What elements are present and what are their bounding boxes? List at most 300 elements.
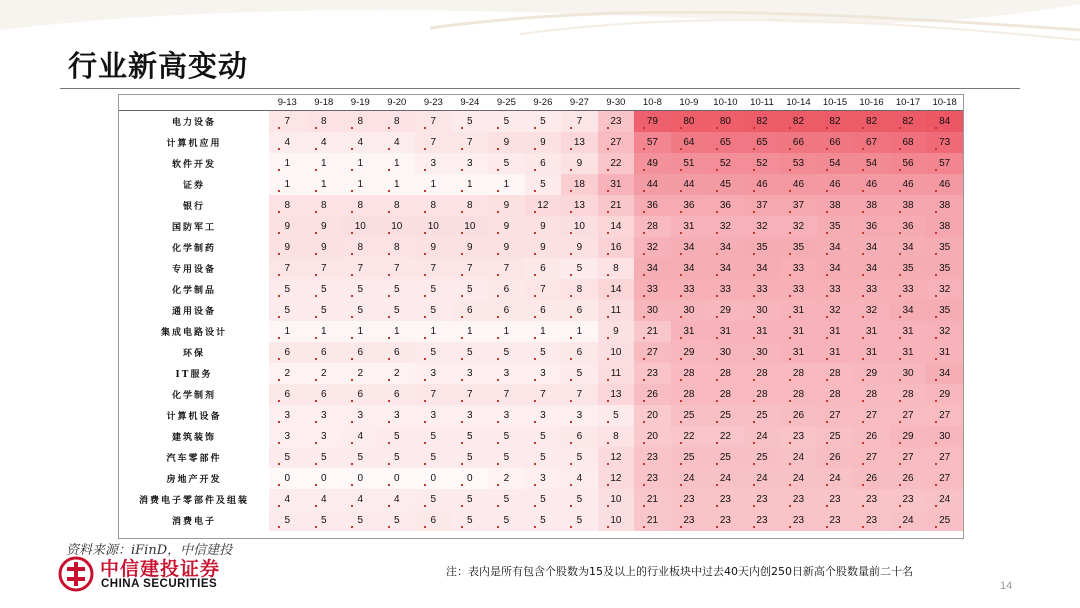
value-cell: 7 xyxy=(452,258,489,279)
value-cell: 3 xyxy=(269,426,306,447)
value-cell: 23 xyxy=(890,489,927,510)
value-cell: 5 xyxy=(452,111,489,133)
value-cell: 3 xyxy=(306,426,343,447)
table-row xyxy=(119,258,963,279)
value-cell: 24 xyxy=(744,468,781,489)
value-cell: 5 xyxy=(379,510,416,531)
value-cell: 5 xyxy=(342,279,379,300)
value-cell: 33 xyxy=(780,279,817,300)
value-cell: 2 xyxy=(342,363,379,384)
value-cell: 57 xyxy=(926,153,963,174)
value-cell: 35 xyxy=(780,237,817,258)
value-cell: 34 xyxy=(817,237,854,258)
value-cell: 7 xyxy=(452,132,489,153)
value-cell: 33 xyxy=(853,279,890,300)
value-cell: 5 xyxy=(525,426,562,447)
value-cell: 25 xyxy=(744,447,781,468)
value-cell: 23 xyxy=(780,510,817,531)
value-cell: 5 xyxy=(452,426,489,447)
value-cell: 5 xyxy=(306,447,343,468)
date-column-header: 9-18 xyxy=(306,95,343,111)
industry-name: 化学制药 xyxy=(119,237,269,258)
table-row xyxy=(119,237,963,258)
value-cell: 68 xyxy=(890,132,927,153)
value-cell: 20 xyxy=(634,405,671,426)
value-cell: 6 xyxy=(525,300,562,321)
value-cell: 5 xyxy=(269,447,306,468)
value-cell: 26 xyxy=(853,468,890,489)
value-cell: 1 xyxy=(415,321,452,342)
value-cell: 80 xyxy=(671,111,708,133)
value-cell: 23 xyxy=(707,510,744,531)
value-cell: 32 xyxy=(853,300,890,321)
value-cell: 8 xyxy=(598,258,635,279)
value-cell: 28 xyxy=(671,384,708,405)
value-cell: 22 xyxy=(671,426,708,447)
table-row xyxy=(119,510,963,531)
value-cell: 31 xyxy=(707,321,744,342)
value-cell: 6 xyxy=(488,279,525,300)
value-cell: 3 xyxy=(415,153,452,174)
value-cell: 33 xyxy=(707,279,744,300)
value-cell: 23 xyxy=(780,426,817,447)
date-column-header: 10-18 xyxy=(926,95,963,111)
value-cell: 6 xyxy=(561,300,598,321)
value-cell: 31 xyxy=(780,300,817,321)
value-cell: 8 xyxy=(452,195,489,216)
value-cell: 4 xyxy=(306,489,343,510)
industry-name: 通用设备 xyxy=(119,300,269,321)
value-cell: 21 xyxy=(634,510,671,531)
value-cell: 82 xyxy=(780,111,817,133)
value-cell: 31 xyxy=(853,321,890,342)
value-cell: 32 xyxy=(707,216,744,237)
value-cell: 38 xyxy=(817,195,854,216)
value-cell: 7 xyxy=(415,111,452,133)
value-cell: 9 xyxy=(488,216,525,237)
value-cell: 7 xyxy=(415,258,452,279)
value-cell: 7 xyxy=(269,111,306,133)
page-number: 14 xyxy=(1000,580,1013,592)
value-cell: 5 xyxy=(306,300,343,321)
value-cell: 7 xyxy=(379,258,416,279)
value-cell: 46 xyxy=(780,174,817,195)
value-cell: 2 xyxy=(269,363,306,384)
value-cell: 23 xyxy=(817,510,854,531)
value-cell: 35 xyxy=(890,258,927,279)
value-cell: 28 xyxy=(780,363,817,384)
value-cell: 0 xyxy=(415,468,452,489)
value-cell: 82 xyxy=(890,111,927,133)
value-cell: 8 xyxy=(306,111,343,133)
value-cell: 1 xyxy=(525,321,562,342)
value-cell: 9 xyxy=(306,237,343,258)
value-cell: 4 xyxy=(306,132,343,153)
value-cell: 23 xyxy=(853,489,890,510)
industry-name: 计算机应用 xyxy=(119,132,269,153)
value-cell: 4 xyxy=(269,132,306,153)
value-cell: 34 xyxy=(890,237,927,258)
value-cell: 6 xyxy=(306,342,343,363)
value-cell: 27 xyxy=(853,447,890,468)
value-cell: 5 xyxy=(379,447,416,468)
value-cell: 21 xyxy=(634,321,671,342)
value-cell: 28 xyxy=(744,363,781,384)
value-cell: 1 xyxy=(306,153,343,174)
page-title: 行业新高变动 xyxy=(68,49,249,83)
value-cell: 33 xyxy=(634,279,671,300)
industry-column-header xyxy=(119,95,269,111)
value-cell: 5 xyxy=(269,279,306,300)
value-cell: 1 xyxy=(342,321,379,342)
value-cell: 34 xyxy=(817,258,854,279)
date-column-header: 10-14 xyxy=(780,95,817,111)
value-cell: 28 xyxy=(671,363,708,384)
value-cell: 33 xyxy=(744,279,781,300)
value-cell: 5 xyxy=(561,258,598,279)
industry-name: IT服务 xyxy=(119,363,269,384)
value-cell: 5 xyxy=(415,300,452,321)
value-cell: 13 xyxy=(598,384,635,405)
value-cell: 5 xyxy=(525,510,562,531)
value-cell: 9 xyxy=(561,153,598,174)
date-column-header: 9-19 xyxy=(342,95,379,111)
value-cell: 8 xyxy=(598,426,635,447)
value-cell: 65 xyxy=(707,132,744,153)
industry-name: 证券 xyxy=(119,174,269,195)
date-column-header: 10-9 xyxy=(671,95,708,111)
value-cell: 31 xyxy=(744,321,781,342)
value-cell: 9 xyxy=(488,237,525,258)
value-cell: 10 xyxy=(598,489,635,510)
value-cell: 4 xyxy=(342,489,379,510)
value-cell: 27 xyxy=(890,447,927,468)
value-cell: 7 xyxy=(269,258,306,279)
value-cell: 24 xyxy=(926,489,963,510)
value-cell: 3 xyxy=(379,405,416,426)
value-cell: 4 xyxy=(342,426,379,447)
value-cell: 28 xyxy=(890,384,927,405)
value-cell: 13 xyxy=(561,195,598,216)
value-cell: 5 xyxy=(415,342,452,363)
value-cell: 36 xyxy=(853,216,890,237)
industry-name: 消费电子 xyxy=(119,510,269,531)
value-cell: 35 xyxy=(926,258,963,279)
value-cell: 8 xyxy=(379,111,416,133)
value-cell: 31 xyxy=(817,321,854,342)
value-cell: 27 xyxy=(853,405,890,426)
value-cell: 1 xyxy=(415,174,452,195)
value-cell: 7 xyxy=(561,384,598,405)
value-cell: 28 xyxy=(634,216,671,237)
date-column-header: 9-27 xyxy=(561,95,598,111)
value-cell: 23 xyxy=(634,468,671,489)
value-cell: 26 xyxy=(817,447,854,468)
value-cell: 3 xyxy=(525,363,562,384)
value-cell: 5 xyxy=(452,489,489,510)
value-cell: 6 xyxy=(269,384,306,405)
value-cell: 25 xyxy=(817,426,854,447)
industry-name: 汽车零部件 xyxy=(119,447,269,468)
value-cell: 32 xyxy=(634,237,671,258)
value-cell: 10 xyxy=(415,216,452,237)
value-cell: 53 xyxy=(780,153,817,174)
value-cell: 25 xyxy=(744,405,781,426)
value-cell: 26 xyxy=(853,426,890,447)
value-cell: 1 xyxy=(452,174,489,195)
value-cell: 30 xyxy=(926,426,963,447)
value-cell: 5 xyxy=(306,510,343,531)
value-cell: 46 xyxy=(853,174,890,195)
table-row xyxy=(119,342,963,363)
value-cell: 23 xyxy=(671,510,708,531)
value-cell: 35 xyxy=(926,300,963,321)
value-cell: 32 xyxy=(744,216,781,237)
value-cell: 25 xyxy=(671,447,708,468)
value-cell: 8 xyxy=(306,195,343,216)
industry-name: 计算机设备 xyxy=(119,405,269,426)
value-cell: 28 xyxy=(853,384,890,405)
value-cell: 28 xyxy=(707,363,744,384)
value-cell: 14 xyxy=(598,279,635,300)
value-cell: 3 xyxy=(488,363,525,384)
value-cell: 82 xyxy=(744,111,781,133)
value-cell: 5 xyxy=(561,489,598,510)
value-cell: 0 xyxy=(379,468,416,489)
date-column-header: 10-17 xyxy=(890,95,927,111)
value-cell: 52 xyxy=(744,153,781,174)
value-cell: 13 xyxy=(561,132,598,153)
value-cell: 36 xyxy=(671,195,708,216)
value-cell: 9 xyxy=(488,132,525,153)
table-row xyxy=(119,111,963,133)
value-cell: 6 xyxy=(342,384,379,405)
table-body xyxy=(119,111,963,532)
value-cell: 64 xyxy=(671,132,708,153)
value-cell: 5 xyxy=(379,300,416,321)
industry-name: 电力设备 xyxy=(119,111,269,133)
date-column-header: 10-16 xyxy=(853,95,890,111)
value-cell: 0 xyxy=(269,468,306,489)
value-cell: 5 xyxy=(561,447,598,468)
value-cell: 30 xyxy=(671,300,708,321)
value-cell: 0 xyxy=(306,468,343,489)
value-cell: 9 xyxy=(525,237,562,258)
value-cell: 82 xyxy=(853,111,890,133)
value-cell: 1 xyxy=(306,174,343,195)
value-cell: 8 xyxy=(379,195,416,216)
table-row xyxy=(119,174,963,195)
value-cell: 24 xyxy=(744,426,781,447)
table-row xyxy=(119,447,963,468)
value-cell: 1 xyxy=(269,153,306,174)
value-cell: 46 xyxy=(926,174,963,195)
value-cell: 5 xyxy=(342,447,379,468)
value-cell: 11 xyxy=(598,363,635,384)
value-cell: 26 xyxy=(634,384,671,405)
table-row xyxy=(119,468,963,489)
value-cell: 36 xyxy=(707,195,744,216)
value-cell: 27 xyxy=(598,132,635,153)
value-cell: 9 xyxy=(525,216,562,237)
value-cell: 27 xyxy=(926,405,963,426)
value-cell: 23 xyxy=(780,489,817,510)
value-cell: 9 xyxy=(269,216,306,237)
value-cell: 4 xyxy=(269,489,306,510)
table-footnote: 注：表内是所有包含个股数为15及以上的行业板块中过去40天内创250日新高个股数量前二十名 xyxy=(446,565,913,578)
value-cell: 49 xyxy=(634,153,671,174)
value-cell: 6 xyxy=(379,342,416,363)
value-cell: 23 xyxy=(744,510,781,531)
value-cell: 23 xyxy=(707,489,744,510)
value-cell: 34 xyxy=(634,258,671,279)
value-cell: 1 xyxy=(269,321,306,342)
value-cell: 3 xyxy=(452,405,489,426)
value-cell: 21 xyxy=(634,489,671,510)
value-cell: 23 xyxy=(634,363,671,384)
value-cell: 6 xyxy=(379,384,416,405)
table-row xyxy=(119,300,963,321)
value-cell: 24 xyxy=(671,468,708,489)
source-note: 资料来源：iFinD，中信建投 xyxy=(66,543,233,558)
value-cell: 5 xyxy=(452,447,489,468)
value-cell: 32 xyxy=(817,300,854,321)
value-cell: 3 xyxy=(452,153,489,174)
value-cell: 12 xyxy=(525,195,562,216)
value-cell: 34 xyxy=(926,363,963,384)
value-cell: 0 xyxy=(452,468,489,489)
value-cell: 8 xyxy=(342,111,379,133)
value-cell: 12 xyxy=(598,468,635,489)
industry-name: 环保 xyxy=(119,342,269,363)
table-row xyxy=(119,426,963,447)
value-cell: 27 xyxy=(817,405,854,426)
table-row xyxy=(119,405,963,426)
value-cell: 44 xyxy=(634,174,671,195)
value-cell: 5 xyxy=(561,363,598,384)
value-cell: 5 xyxy=(379,426,416,447)
value-cell: 5 xyxy=(488,342,525,363)
value-cell: 6 xyxy=(525,153,562,174)
value-cell: 3 xyxy=(488,405,525,426)
value-cell: 5 xyxy=(269,300,306,321)
value-cell: 23 xyxy=(598,111,635,133)
value-cell: 7 xyxy=(306,258,343,279)
value-cell: 1 xyxy=(452,321,489,342)
value-cell: 5 xyxy=(488,426,525,447)
value-cell: 2 xyxy=(379,363,416,384)
value-cell: 3 xyxy=(415,363,452,384)
value-cell: 25 xyxy=(926,510,963,531)
value-cell: 23 xyxy=(671,489,708,510)
title-divider xyxy=(60,88,1020,89)
table-row xyxy=(119,279,963,300)
value-cell: 32 xyxy=(780,216,817,237)
value-cell: 24 xyxy=(817,468,854,489)
table-row xyxy=(119,363,963,384)
value-cell: 28 xyxy=(780,384,817,405)
value-cell: 73 xyxy=(926,132,963,153)
value-cell: 5 xyxy=(415,279,452,300)
value-cell: 31 xyxy=(890,342,927,363)
value-cell: 1 xyxy=(561,321,598,342)
value-cell: 37 xyxy=(744,195,781,216)
date-column-header: 10-11 xyxy=(744,95,781,111)
value-cell: 1 xyxy=(379,153,416,174)
value-cell: 31 xyxy=(671,216,708,237)
value-cell: 23 xyxy=(744,489,781,510)
value-cell: 8 xyxy=(379,237,416,258)
value-cell: 1 xyxy=(379,321,416,342)
value-cell: 34 xyxy=(671,237,708,258)
value-cell: 6 xyxy=(561,342,598,363)
value-cell: 10 xyxy=(342,216,379,237)
value-cell: 1 xyxy=(342,174,379,195)
value-cell: 34 xyxy=(853,258,890,279)
value-cell: 16 xyxy=(598,237,635,258)
value-cell: 10 xyxy=(452,216,489,237)
value-cell: 82 xyxy=(817,111,854,133)
value-cell: 6 xyxy=(342,342,379,363)
value-cell: 10 xyxy=(561,216,598,237)
value-cell: 34 xyxy=(853,237,890,258)
value-cell: 14 xyxy=(598,216,635,237)
value-cell: 5 xyxy=(379,279,416,300)
value-cell: 5 xyxy=(525,447,562,468)
value-cell: 23 xyxy=(817,489,854,510)
value-cell: 7 xyxy=(561,111,598,133)
value-cell: 33 xyxy=(671,279,708,300)
value-cell: 66 xyxy=(780,132,817,153)
value-cell: 5 xyxy=(488,447,525,468)
value-cell: 30 xyxy=(890,363,927,384)
value-cell: 80 xyxy=(707,111,744,133)
value-cell: 7 xyxy=(415,132,452,153)
value-cell: 8 xyxy=(415,195,452,216)
value-cell: 25 xyxy=(707,405,744,426)
date-column-header: 9-30 xyxy=(598,95,635,111)
value-cell: 3 xyxy=(561,405,598,426)
value-cell: 29 xyxy=(890,426,927,447)
value-cell: 6 xyxy=(415,510,452,531)
industry-name: 银行 xyxy=(119,195,269,216)
date-column-header: 9-23 xyxy=(415,95,452,111)
value-cell: 2 xyxy=(306,363,343,384)
value-cell: 38 xyxy=(890,195,927,216)
new-high-table xyxy=(118,94,964,539)
value-cell: 28 xyxy=(817,363,854,384)
table-row xyxy=(119,489,963,510)
value-cell: 34 xyxy=(707,258,744,279)
date-column-header: 9-26 xyxy=(525,95,562,111)
value-cell: 29 xyxy=(926,384,963,405)
value-cell: 34 xyxy=(744,258,781,279)
value-cell: 65 xyxy=(744,132,781,153)
value-cell: 33 xyxy=(780,258,817,279)
value-cell: 5 xyxy=(269,510,306,531)
value-cell: 27 xyxy=(926,447,963,468)
value-cell: 5 xyxy=(488,111,525,133)
value-cell: 3 xyxy=(269,405,306,426)
value-cell: 7 xyxy=(342,258,379,279)
value-cell: 3 xyxy=(415,405,452,426)
value-cell: 52 xyxy=(707,153,744,174)
value-cell: 5 xyxy=(415,447,452,468)
value-cell: 27 xyxy=(926,468,963,489)
value-cell: 57 xyxy=(634,132,671,153)
value-cell: 6 xyxy=(525,258,562,279)
table-row xyxy=(119,195,963,216)
